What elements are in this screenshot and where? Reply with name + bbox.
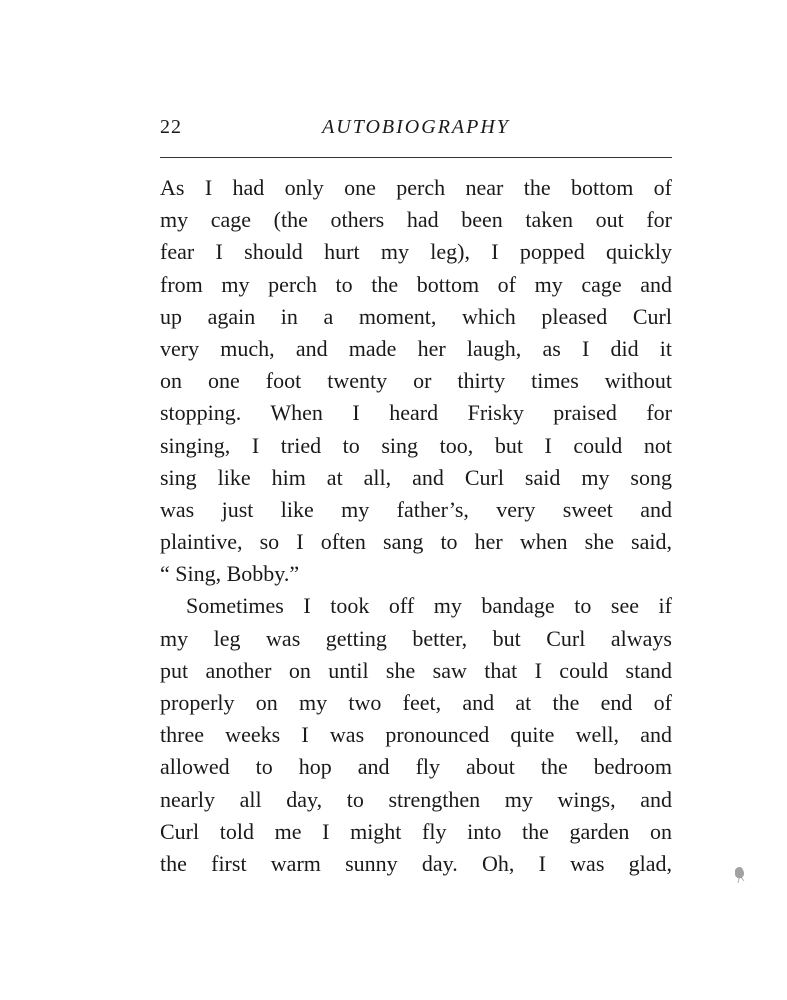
text-line: stopping. When I heard Frisky praised for <box>160 400 672 426</box>
text-line: Curl told me I might fly into the garden on <box>160 818 672 844</box>
body-text <box>160 172 672 880</box>
text-line: singing, I tried to sing too, but I could not <box>160 432 672 458</box>
text-line: fear I should hurt my leg), I popped quickly <box>160 239 672 265</box>
text-line: from my perch to the bottom of my cage and <box>160 271 672 297</box>
page-number: 22 <box>160 116 182 138</box>
text-line: “ Sing, Bobby.” <box>160 561 300 587</box>
header-rule <box>160 157 672 158</box>
text-line: nearly all day, to strengthen my wings, and <box>160 786 672 812</box>
text-line: the first warm sunny day. Oh, I was glad, <box>160 850 672 876</box>
text-line: sing like him at all, and Curl said my song <box>160 464 672 490</box>
text-line: allowed to hop and fly about the bedroom <box>160 754 672 780</box>
text-line: was just like my father’s, very sweet and <box>160 496 672 522</box>
text-line: my leg was getting better, but Curl always <box>160 625 672 651</box>
text-line: put another on until she saw that I could stand <box>160 657 672 683</box>
text-line: very much, and made her laugh, as I did it <box>160 335 672 361</box>
text-line: three weeks I was pronounced quite well, and <box>160 722 672 748</box>
running-title: AUTOBIOGRAPHY <box>322 116 510 138</box>
ink-smudge <box>732 864 748 884</box>
text-line: plaintive, so I often sang to her when she said, <box>160 529 672 555</box>
text-line: up again in a moment, which pleased Curl <box>160 303 672 329</box>
text-line: on one foot twenty or thirty times without <box>160 368 672 394</box>
text-line: As I had only one perch near the bottom of <box>160 175 672 200</box>
text-line: properly on my two feet, and at the end of <box>160 690 672 715</box>
page-header <box>160 112 672 142</box>
text-line: my cage (the others had been taken out for <box>160 207 672 233</box>
text-line: Sometimes I took off my bandage to see if <box>186 593 672 619</box>
